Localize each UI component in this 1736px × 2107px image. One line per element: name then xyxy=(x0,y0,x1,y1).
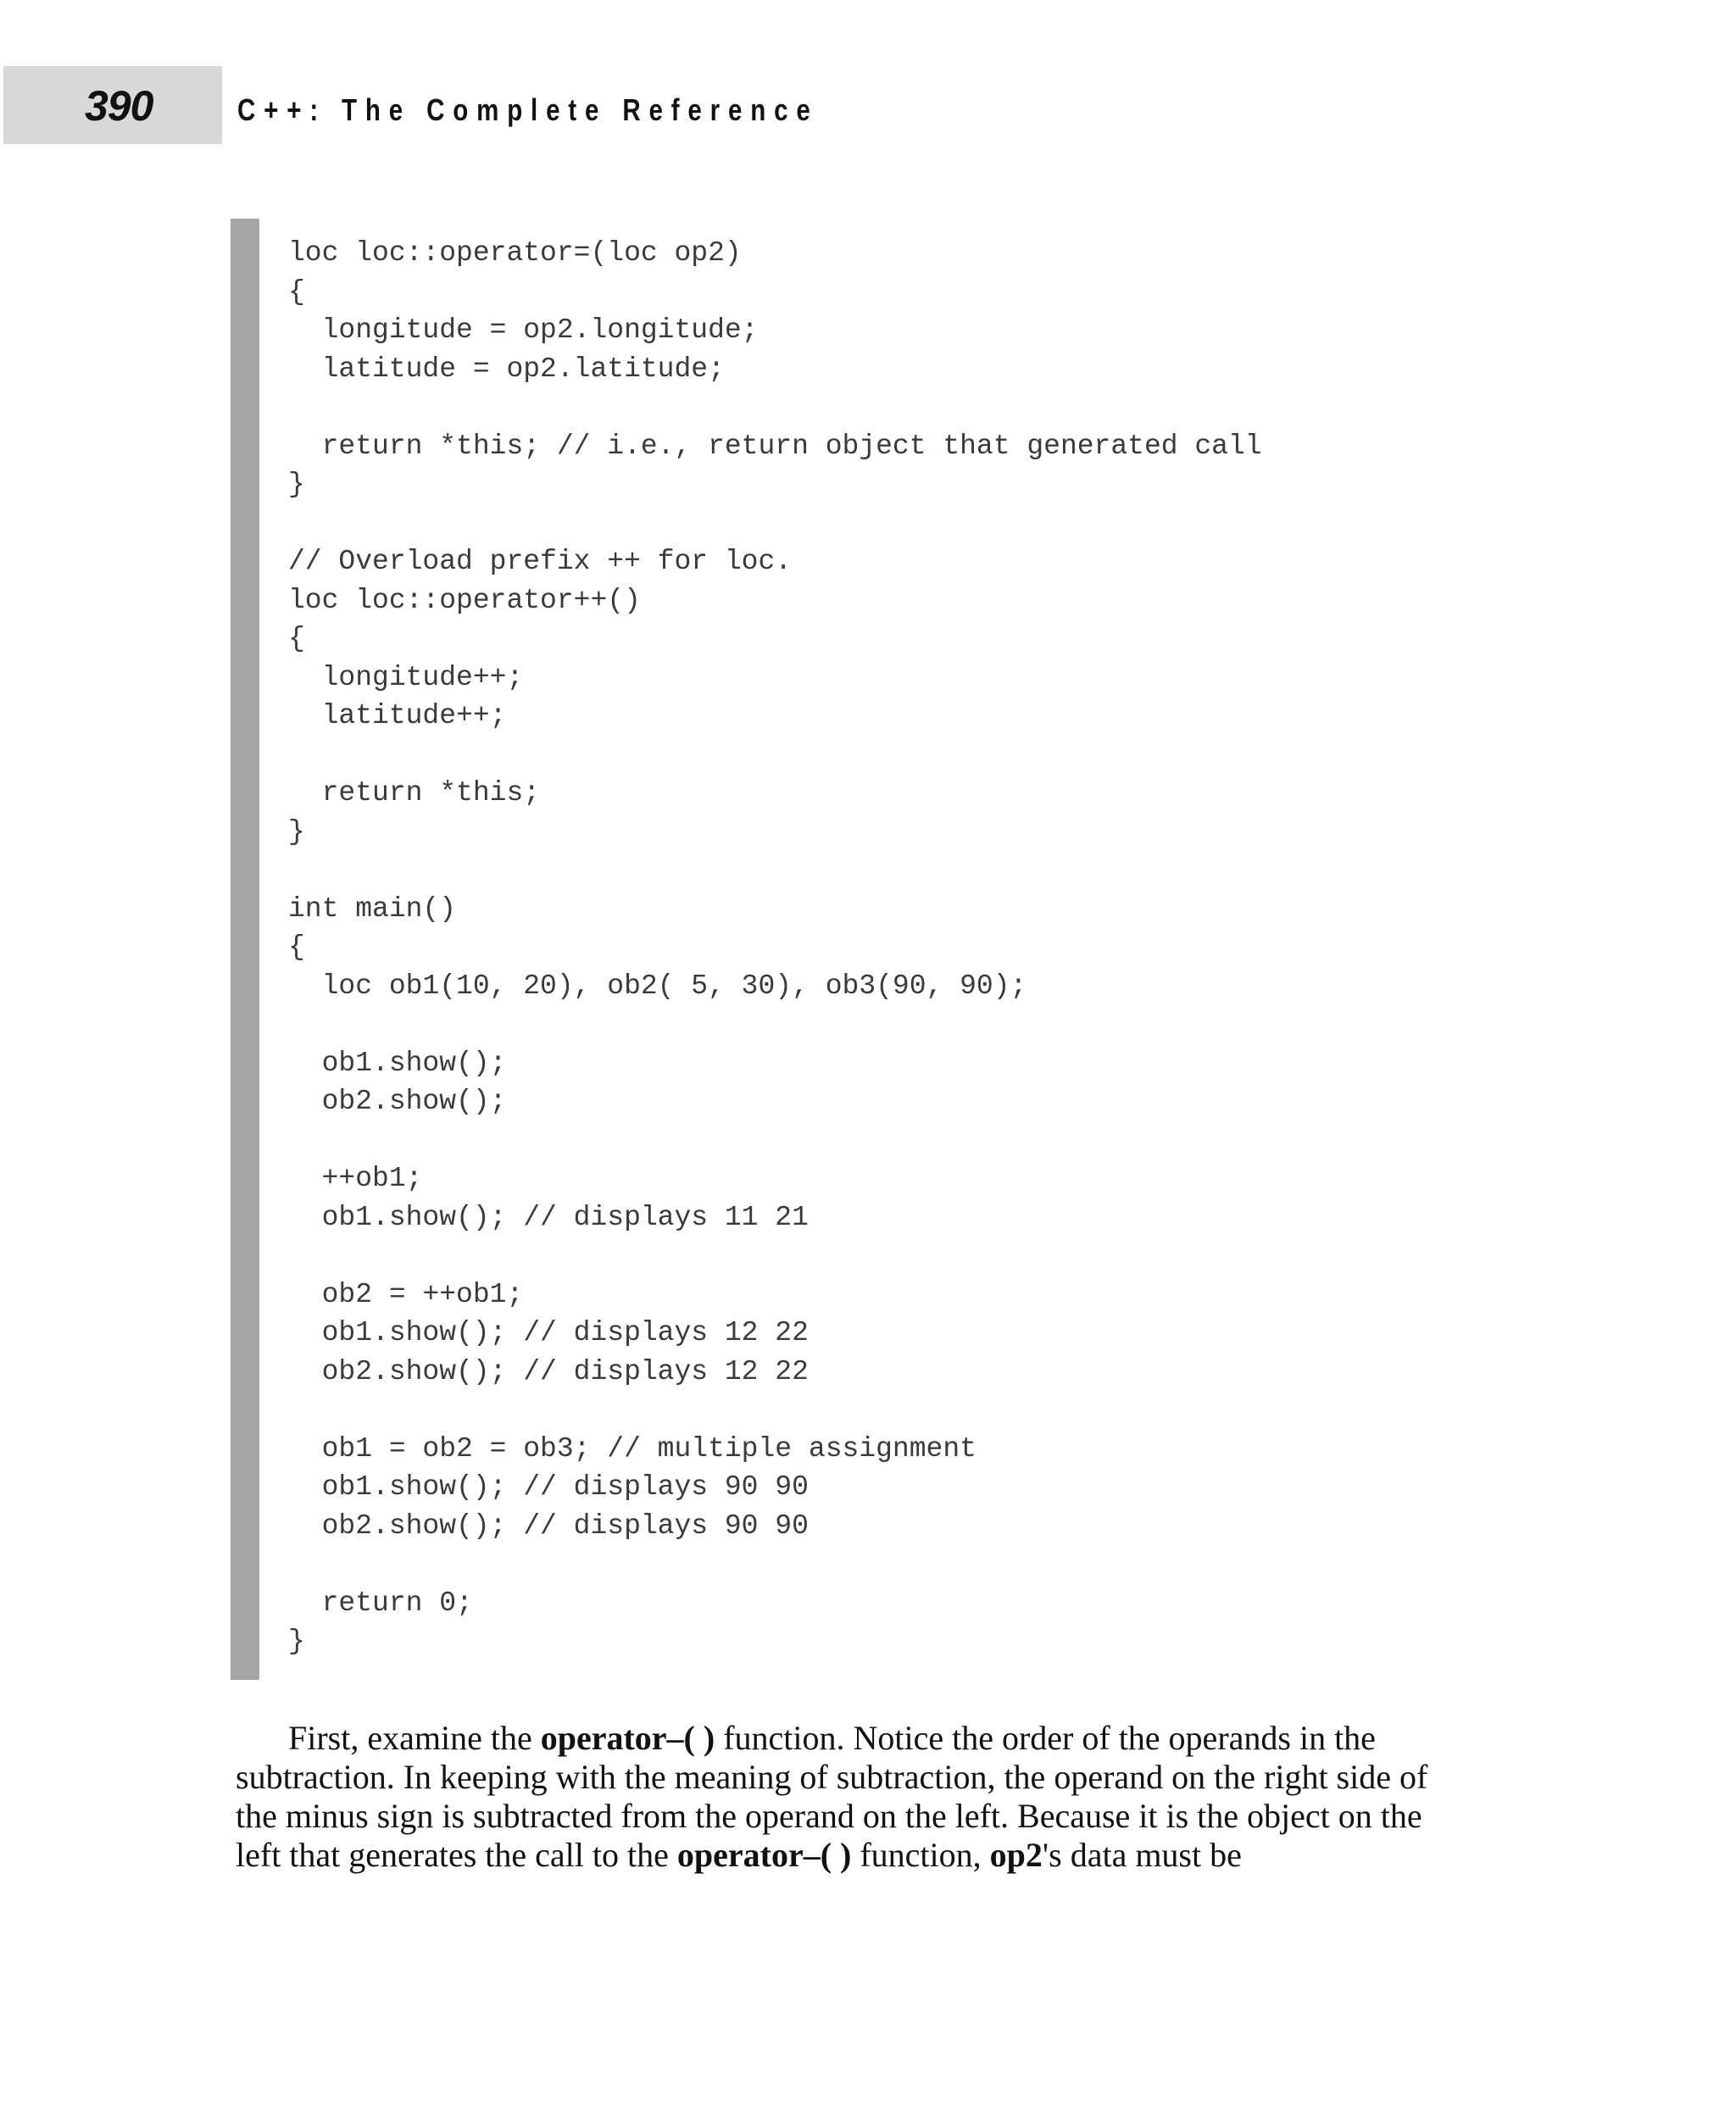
code-line: loc loc::operator++() xyxy=(288,584,641,616)
code-sidebar-bar xyxy=(231,219,259,1680)
code-line: ob2.show(); xyxy=(288,1086,507,1117)
code-line: loc ob1(10, 20), ob2( 5, 30), ob3(90, 90); xyxy=(288,970,1027,1002)
code-line: longitude = op2.longitude; xyxy=(288,314,759,346)
paragraph-text-4: 's data must be xyxy=(1042,1836,1242,1874)
code-term-operator-minus: operator–( ) xyxy=(540,1719,715,1757)
code-line: int main() xyxy=(288,892,457,925)
code-line: ob1.show(); // displays 90 90 xyxy=(288,1471,809,1503)
code-line: { xyxy=(288,275,305,308)
code-line xyxy=(288,1391,1262,1430)
paragraph-text-3: function, xyxy=(851,1836,990,1874)
code-line: latitude++; xyxy=(288,700,507,731)
code-line: } xyxy=(288,815,305,848)
code-line: loc loc::operator=(loc op2) xyxy=(288,237,742,269)
body-paragraph xyxy=(236,1719,1473,1875)
code-line: return 0; xyxy=(288,1587,473,1619)
code-line: ob2.show(); // displays 12 22 xyxy=(288,1355,809,1387)
code-line: ob1.show(); // displays 12 22 xyxy=(288,1317,809,1348)
code-line: { xyxy=(288,931,305,963)
code-line xyxy=(288,388,1262,427)
code-line: return *this; // i.e., return object that generated call xyxy=(288,430,1262,462)
running-head: C++: The Complete Reference xyxy=(237,92,819,127)
code-line xyxy=(288,736,1262,775)
code-line: } xyxy=(288,1626,305,1657)
code-term-op2: op2 xyxy=(989,1836,1043,1874)
code-line xyxy=(288,851,1262,890)
code-term-operator-minus: operator–( ) xyxy=(676,1836,852,1874)
code-line: ob2.show(); // displays 90 90 xyxy=(288,1509,809,1542)
code-line xyxy=(288,1545,1262,1584)
code-line: return *this; xyxy=(288,777,541,809)
code-line xyxy=(288,1237,1262,1276)
code-line: // Overload prefix ++ for loc. xyxy=(288,546,793,577)
code-line: ob1 = ob2 = ob3; // multiple assignment xyxy=(288,1432,976,1465)
code-line: longitude++; xyxy=(288,661,524,693)
code-line xyxy=(288,1005,1262,1044)
page-number: 390 xyxy=(85,82,153,130)
code-line xyxy=(288,504,1262,543)
code-line xyxy=(288,1121,1262,1160)
code-line: ob1.show(); // displays 11 21 xyxy=(288,1201,809,1233)
code-line: } xyxy=(288,469,305,500)
code-line: ob1.show(); xyxy=(288,1047,507,1079)
code-line: ++ob1; xyxy=(288,1163,423,1194)
paragraph-text-1: First, examine the xyxy=(288,1719,541,1757)
body-paragraph-block xyxy=(236,1719,1473,1875)
code-line: ob2 = ++ob1; xyxy=(288,1278,524,1310)
code-listing xyxy=(288,234,1262,1661)
code-line: { xyxy=(288,623,305,654)
paragraph-text-2: function. Notice the order of the operands in the subtraction. In keeping with the meaning of subtraction, the operand on the right side of the minus sign is subtracted from the operand on the left. Because it is the object on the left that generates the call to the xyxy=(236,1719,1428,1874)
code-line: latitude = op2.latitude; xyxy=(288,353,725,385)
